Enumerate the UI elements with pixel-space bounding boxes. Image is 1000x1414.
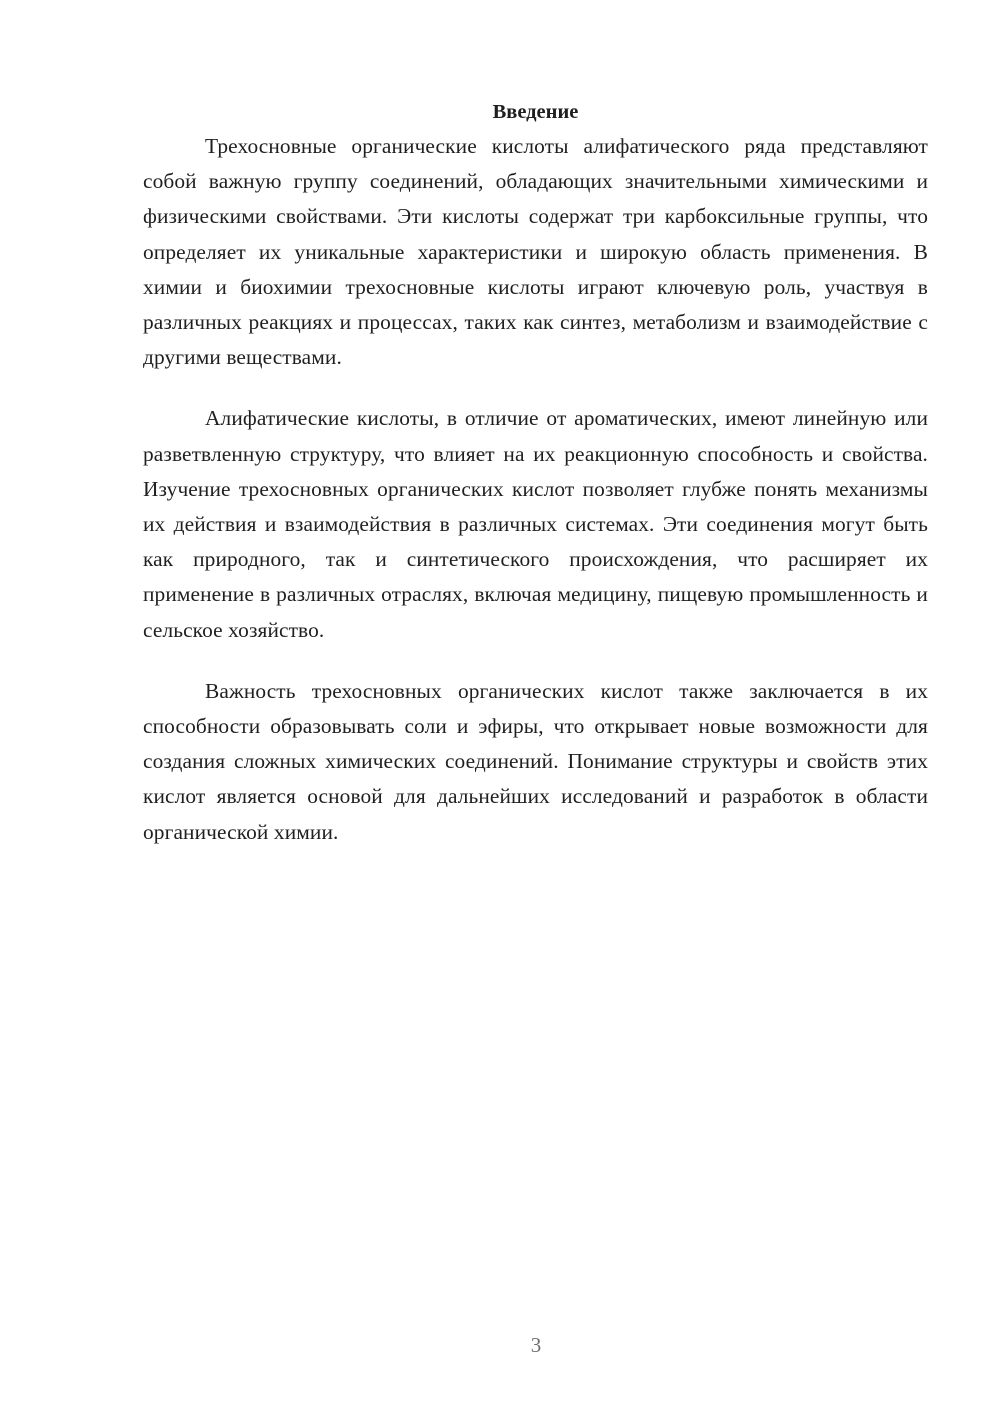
- page-number: 3: [530, 1333, 542, 1357]
- page-content: [143, 95, 928, 850]
- paragraph-3: Важность трехосновных органических кислот также заключается в их способности образовывать соли и эфиры, что открывает новые возможности для создания сложных химических соединений. Понимание структуры и свойств этих кислот является основой для дальнейших исследований и разработок в области органической химии.: [143, 678, 928, 844]
- section-title: Введение: [492, 101, 579, 123]
- paragraph-2: Алифатические кислоты, в отличие от ароматических, имеют линейную или разветвленную структуру, что влияет на их реакционную способность и свойства. Изучение трехосновных органических кислот позволяет глубже понять механизмы их действия и взаимодействия в различных системах. Эти соединения могут быть как природного, так и синтетического происхождения, что расширяет их применение в различных отраслях, включая медицину, пищевую промышленность и сельское хозяйство.: [143, 406, 928, 642]
- paragraph-1: Трехосновные органические кислоты алифатического ряда представляют собой важную группу соединений, обладающих значительными химическими и физическими свойствами. Эти кислоты содержат три карбоксильные группы, что определяет их уникальные характеристики и широкую область применения. В химии и биохимии трехосновные кислоты играют ключевую роль, участвуя в различных реакциях и процессах, таких как синтез, метаболизм и взаимодействие с другими веществами.: [143, 134, 928, 370]
